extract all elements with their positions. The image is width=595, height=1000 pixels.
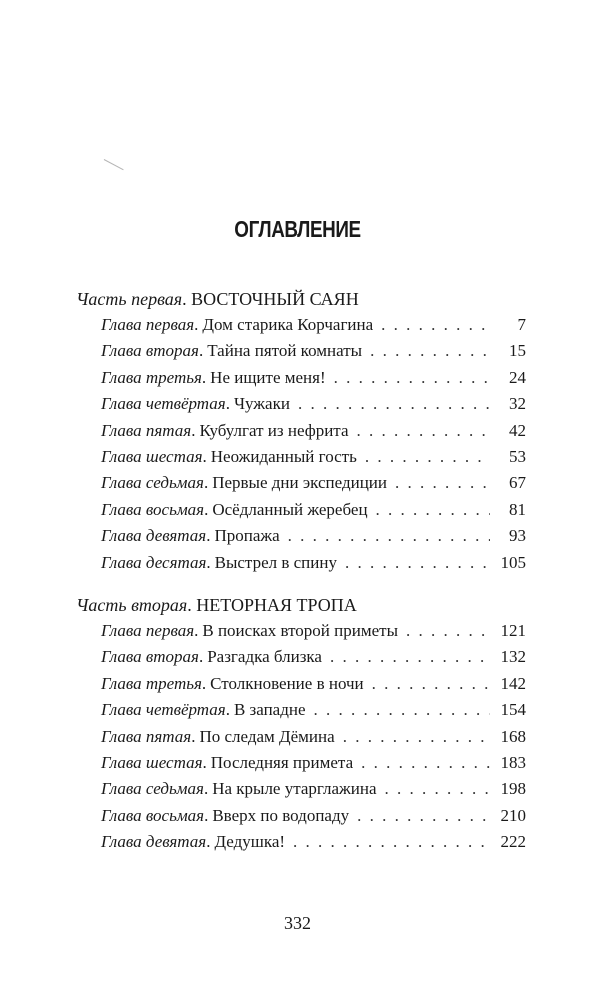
chapter-label: Глава первая xyxy=(101,315,195,334)
dot-leader xyxy=(298,393,490,415)
chapter-label: Глава восьмая xyxy=(101,805,205,825)
chapter-page: 168 xyxy=(500,726,526,746)
chapter-entry[interactable]: Глава шестая . Последняя примета . . . 183 xyxy=(76,752,526,778)
chapter-title: Столкновение в ночи xyxy=(210,673,364,693)
dot-leader xyxy=(314,699,490,721)
chapter-page: 93 xyxy=(509,526,526,546)
chapter-title: По следам Дёмина xyxy=(199,726,335,746)
dot-leader xyxy=(330,646,490,668)
part-second xyxy=(76,594,526,858)
chapter-title: Дедушка! xyxy=(214,832,286,852)
chapter-label: Глава десятая xyxy=(101,552,207,572)
dot-leader xyxy=(381,314,490,336)
chapter-list xyxy=(76,314,526,578)
chapter-entry[interactable]: Глава десятая . Выстрел в спину . . . 105 xyxy=(76,552,526,578)
dot-leader xyxy=(372,673,490,695)
chapter-label: Глава вторая xyxy=(101,647,199,667)
chapter-entry[interactable]: Глава девятая . Дедушка! . . . 222 xyxy=(76,831,526,857)
chapter-entry[interactable]: Глава пятая . Кубулгат из нефрита . . . 42 xyxy=(76,420,526,446)
chapter-title: В западне xyxy=(233,700,306,720)
dot-leader xyxy=(343,726,490,748)
chapter-label: Глава третья xyxy=(101,367,202,387)
chapter-label: Глава седьмая xyxy=(101,779,204,799)
chapter-entry[interactable]: Глава третья . Столкновение в ночи . . . 142 xyxy=(76,673,526,699)
chapter-entry[interactable]: Глава седьмая . Первые дни экспедиции . . . 67 xyxy=(76,472,526,498)
chapter-title: Не ищите меня! xyxy=(210,367,326,387)
chapter-label: Глава пятая xyxy=(101,420,192,440)
chapter-label: Глава шестая xyxy=(101,752,203,772)
chapter-page: 53 xyxy=(509,446,526,466)
dot-leader xyxy=(406,620,490,642)
chapter-label: Глава девятая xyxy=(101,526,207,546)
chapter-entry[interactable]: Глава восьмая . Осёдланный жеребец . . . 81 xyxy=(76,499,526,525)
chapter-title: Неожиданный гость xyxy=(210,446,357,466)
chapter-entry[interactable]: Глава четвёртая . В западне . . . 154 xyxy=(76,699,526,725)
chapter-page: 154 xyxy=(500,700,526,720)
dot-leader xyxy=(395,472,490,494)
chapter-title: Вверх по водопаду xyxy=(212,805,350,825)
chapter-page: 42 xyxy=(509,420,526,440)
chapter-page: 210 xyxy=(500,805,526,825)
dot-leader xyxy=(385,778,490,800)
chapter-title: В поисках второй приметы xyxy=(202,621,399,640)
chapter-title: Тайна пятой комнаты xyxy=(207,341,363,361)
chapter-title: Дом старика Корчагина xyxy=(202,315,374,334)
dot-leader xyxy=(334,367,490,389)
chapter-page: 81 xyxy=(509,499,526,519)
chapter-title: Последняя примета xyxy=(210,752,354,772)
chapter-title: Пропажа xyxy=(214,526,280,546)
chapter-entry[interactable]: Глава девятая . Пропажа . . . 93 xyxy=(76,525,526,551)
chapter-entry[interactable]: Глава восьмая . Вверх по водопаду . . . 210 xyxy=(76,805,526,831)
dot-leader xyxy=(361,752,490,774)
chapter-title: Разгадка близка xyxy=(207,647,322,667)
page-number: 332 xyxy=(284,913,311,933)
chapter-page: 142 xyxy=(500,673,526,693)
chapter-title: Выстрел в спину xyxy=(214,552,337,572)
chapter-page: 15 xyxy=(509,341,526,361)
part-name: ВОСТОЧНЫЙ САЯН xyxy=(191,289,359,309)
dot-leader xyxy=(370,340,490,362)
chapter-title: На крыле утарглажина xyxy=(212,779,377,799)
dot-leader xyxy=(376,499,490,521)
part-label: Часть вторая xyxy=(76,595,188,615)
chapter-page: 105 xyxy=(500,552,526,572)
chapter-entry[interactable]: Глава четвёртая . Чужаки . . . 32 xyxy=(76,393,526,419)
chapter-page: 7 xyxy=(517,315,526,334)
chapter-page: 198 xyxy=(500,779,526,799)
chapter-page: 183 xyxy=(500,752,526,772)
dot-leader xyxy=(357,805,490,827)
chapter-entry[interactable]: Глава первая . В поисках второй приметы . . . 121 xyxy=(76,620,526,646)
chapter-page: 132 xyxy=(500,647,526,667)
chapter-page: 32 xyxy=(509,394,526,414)
chapter-title: Чужаки xyxy=(233,394,290,414)
chapter-entry[interactable]: Глава седьмая . На крыле утарглажина . . . 198 xyxy=(76,778,526,804)
chapter-entry[interactable]: Глава вторая . Тайна пятой комнаты . . . 15 xyxy=(76,340,526,366)
chapter-label: Глава вторая xyxy=(101,341,199,361)
chapter-title: Кубулгат из нефрита xyxy=(199,420,349,440)
chapter-label: Глава пятая xyxy=(101,726,192,746)
chapter-label: Глава седьмая xyxy=(101,473,204,493)
toc-heading: ОГЛАВЛЕНИЕ xyxy=(234,216,361,242)
chapter-title: Первые дни экспедиции xyxy=(212,473,387,493)
part-title: Часть вторая. НЕТОРНАЯ ТРОПА xyxy=(76,595,357,615)
chapter-entry[interactable]: Глава шестая . Неожиданный гость . . . 53 xyxy=(76,446,526,472)
chapter-page: 121 xyxy=(500,621,526,640)
chapter-label: Глава шестая xyxy=(101,446,203,466)
chapter-label: Глава третья xyxy=(101,673,202,693)
part-title: Часть первая. ВОСТОЧНЫЙ САЯН xyxy=(76,289,359,309)
part-first xyxy=(76,288,526,578)
chapter-title: Осёдланный жеребец xyxy=(212,499,368,519)
chapter-label: Глава девятая xyxy=(101,832,207,852)
chapter-entry[interactable]: Глава вторая . Разгадка близка . . . 132 xyxy=(76,646,526,672)
chapter-label: Глава восьмая xyxy=(101,499,205,519)
dot-leader xyxy=(365,446,490,468)
chapter-label: Глава четвёртая xyxy=(101,700,226,720)
chapter-page: 67 xyxy=(509,473,526,493)
dot-leader xyxy=(293,831,490,853)
dot-leader xyxy=(288,525,490,547)
chapter-label: Глава четвёртая xyxy=(101,394,226,414)
chapter-label: Глава первая xyxy=(101,621,195,640)
stray-pencil-mark xyxy=(104,159,124,170)
chapter-entry[interactable]: Глава третья . Не ищите меня! . . . 24 xyxy=(76,367,526,393)
part-name: НЕТОРНАЯ ТРОПА xyxy=(196,595,357,615)
part-label: Часть первая xyxy=(76,289,183,309)
chapter-page: 24 xyxy=(509,367,526,387)
dot-leader xyxy=(345,552,490,574)
chapter-entry[interactable]: Глава первая . Дом старика Корчагина . . . 7 xyxy=(76,314,526,340)
chapter-list xyxy=(76,620,526,858)
chapter-page: 222 xyxy=(500,832,526,852)
chapter-entry[interactable]: Глава пятая . По следам Дёмина . . . 168 xyxy=(76,726,526,752)
dot-leader xyxy=(357,420,491,442)
